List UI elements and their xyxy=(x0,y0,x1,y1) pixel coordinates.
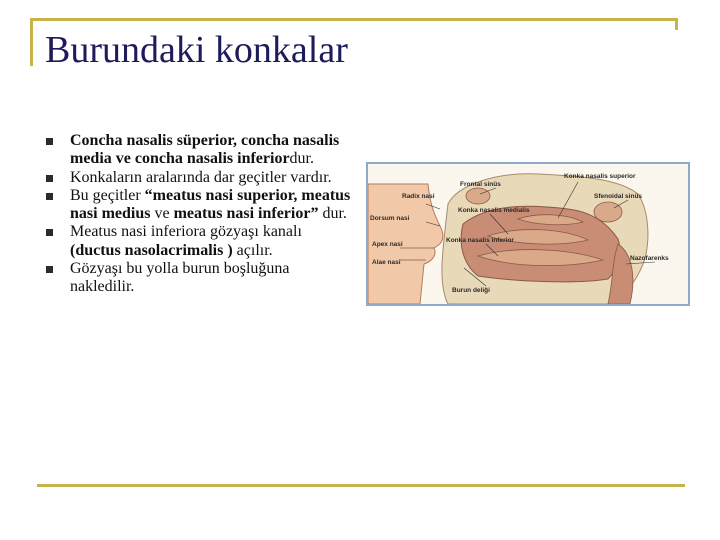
label-apex-nasi: Apex nasi xyxy=(372,241,403,248)
bullet-text-part: açılır. xyxy=(232,241,273,259)
bullet-text-part: Meatus nasi inferiora gözyaşı kanalı xyxy=(70,223,302,241)
label-konka-superior: Konka nasalis superior xyxy=(564,173,636,180)
label-frontal-sinus: Frontal sinüs xyxy=(460,181,501,188)
frame-line-left xyxy=(30,18,33,66)
bullet-text-part: “meatus nasi superior, meatus nasi medius xyxy=(70,186,351,223)
bullet-text-part: Konkaların aralarında dar geçitler vardır. xyxy=(70,168,332,186)
bullet-square-icon xyxy=(46,229,53,236)
label-alae-nasi: Alae nasi xyxy=(372,259,401,266)
frontal-sinus-shape xyxy=(466,188,490,204)
bullet-square-icon xyxy=(46,193,53,200)
bullet-list xyxy=(46,132,356,297)
bullet-square-icon xyxy=(46,138,53,145)
bullet-text-part: dur. xyxy=(318,205,347,223)
bullet-text-part: meatus nasi inferior” xyxy=(173,205,319,223)
bullet-item xyxy=(46,132,356,169)
sphenoid-sinus-shape xyxy=(594,202,622,222)
frame-line-top xyxy=(30,18,678,21)
label-nazofarenks: Nazofarenks xyxy=(630,255,669,262)
label-radix-nasi: Radix nasi xyxy=(402,193,435,200)
bullet-text-part: Gözyaşı bu yolla burun boşluğuna nakledilir. xyxy=(70,260,290,296)
bullet-item xyxy=(46,260,356,297)
bullet-text-part: (ductus nasolacrimalis ) xyxy=(70,241,233,259)
bullet-item xyxy=(46,187,356,224)
anatomy-drawing xyxy=(368,164,688,304)
bullet-text-part: Concha nasalis süperior, concha nasalis media ve concha nasalis inferior xyxy=(70,132,340,168)
bullet-item xyxy=(46,223,356,260)
frame-line-right xyxy=(675,18,678,30)
label-dorsum-nasi: Dorsum nasi xyxy=(370,215,410,222)
bullet-text-part: ve xyxy=(150,205,174,223)
bullet-item xyxy=(46,169,356,187)
bullet-text-part: dur. xyxy=(289,150,314,168)
label-sfenoidal-sinus: Sfenoidal sinüs xyxy=(594,193,643,200)
label-konka-medialis: Konka nasalis medialis xyxy=(458,207,530,214)
nasal-anatomy-figure xyxy=(366,162,690,306)
bullet-square-icon xyxy=(46,266,53,273)
bullet-text-part: Bu geçitler xyxy=(70,186,145,204)
bullet-square-icon xyxy=(46,175,53,182)
slide-title: Burundaki konkalar xyxy=(45,29,348,71)
label-konka-inferior: Konka nasalis inferior xyxy=(446,237,514,244)
label-burun-deligi: Burun deliği xyxy=(452,287,490,294)
frame-line-bottom xyxy=(37,484,685,487)
